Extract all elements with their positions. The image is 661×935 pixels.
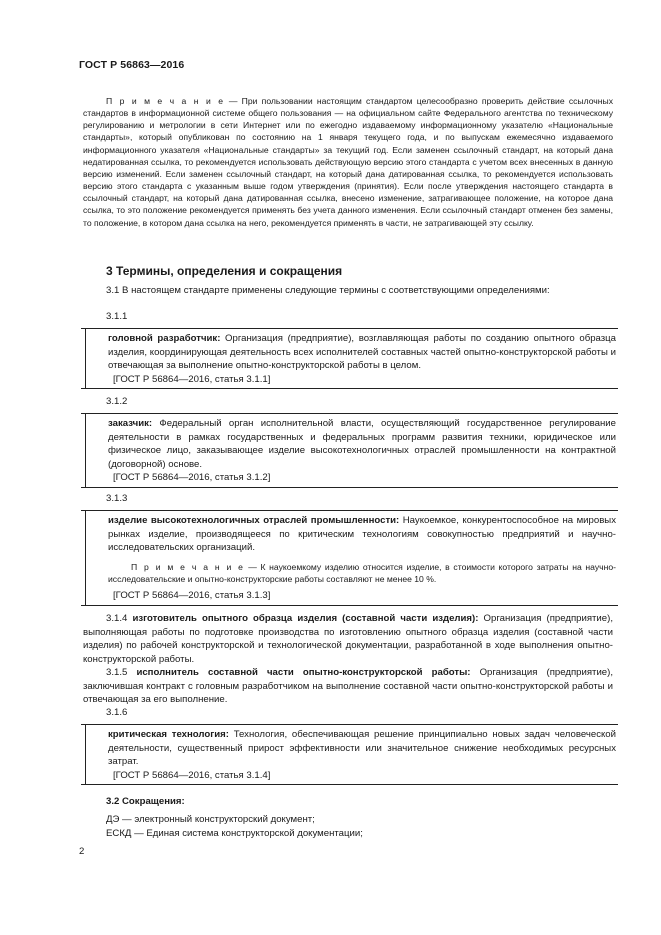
abbreviation-item: ЕСКД — Единая система конструкторской документации;	[106, 828, 363, 839]
term-3-1-4	[83, 612, 613, 666]
term-definition-3-1-3	[86, 514, 616, 555]
term-note-3-1-3	[86, 555, 616, 589]
term-reference-3-1-3: [ГОСТ Р 56864—2016, статья 3.1.3]	[113, 590, 271, 602]
term-def: Технология, обеспечивающая решение принципиально новых задач человеческой деятельности, существенный прирост эффективности или значительное снижение необходимых ресурсных затрат.	[108, 729, 616, 768]
note-text: — При пользовании настоящим стандартом целесообразно проверить действие ссылочных стандартов в информационной системе общего пользования — на официальном сайте Федерального агентства по техническому регулированию и метрологии в сети Интернет или по ежегодно издаваемому информационному указателю «Национальные стандарты», который опубликован по состоянию на 1 января текущего года, и по выпускам ежемесячно издаваемого информационного указателя «Национальные стандарты» за текущий год. Если заменен ссылочный стандарт, на который дана недатированная ссылка, то рекомендуется использовать действующую версию этого стандарта с учетом всех внесенных в данную версию изменений. Если заменен ссылочный стандарт, на который дана датированная ссылка, то рекомендуется использовать версию этого стандарта с указанным выше годом утверждения (принятия). Если после утверждения настоящего стандарта в ссылочный стандарт, на который дана датированная ссылка, внесено изменение, затрагивающее положение, на которое дана ссылка, то это положение рекомендуется применять без учета данного изменения. Если ссылочный стандарт отменен без замены, то положение, в котором дана ссылка на него, рекомендуется применять в части, не затрагивающей эту ссылку.	[83, 96, 614, 228]
term-number: 3.1.4	[106, 613, 128, 624]
term-name: головной разработчик:	[108, 333, 221, 344]
term-def: Организация (предприятие), заключившая контракт с головным разработчиком на выполнение составной части опытно-конструкторской работы и отвечающая за его выполнение.	[83, 667, 613, 706]
note-label: П р и м е ч а н и е	[131, 561, 245, 572]
term-name: исполнитель составной части опытно-конструкторской работы:	[136, 667, 471, 678]
term-name: критическая технология:	[108, 729, 229, 740]
abbreviation-item: ДЭ — электронный конструкторский документ;	[106, 814, 315, 825]
term-number-3-1-3: 3.1.3	[106, 493, 128, 504]
term-number-3-1-2: 3.1.2	[106, 396, 128, 407]
term-number-3-1-6: 3.1.6	[106, 707, 128, 718]
section-3-1-intro: 3.1 В настоящем стандарте применены следующие термины с соответствующими определениями:	[106, 285, 550, 296]
term-box-3-1-2	[81, 413, 618, 488]
term-def: Наукоемкое, конкурентоспособное на мировых рынках изделие, производящееся по критическим технологиям совокупностью предприятий и научно-исследовательских организаций.	[108, 515, 616, 554]
term-name: заказчик:	[108, 418, 153, 429]
term-definition-3-1-1	[86, 332, 616, 373]
section-3-2-title: 3.2 Сокращения:	[106, 796, 185, 807]
term-box-3-1-1	[81, 328, 618, 389]
note-top	[83, 95, 613, 229]
standard-header: ГОСТ Р 56863—2016	[79, 59, 185, 71]
note-text: — К наукоемкому изделию относится изделие, в стоимости которого затраты на научно-исследовательские и опытно-конструкторские работы составляют не менее 10 %.	[108, 561, 616, 584]
term-name: изготовитель опытного образца изделия (составной части изделия):	[132, 613, 479, 624]
term-box-3-1-6	[81, 724, 618, 785]
term-definition-3-1-6	[86, 728, 616, 769]
term-box-3-1-3	[81, 510, 618, 606]
term-definition-3-1-2	[86, 417, 616, 471]
term-def: Организация (предприятие), возглавляющая работы по созданию опытного образца изделия, координирующая деятельность всех исполнителей составных частей опытно-конструкторской работы и отвечающая за выполнение опытно-конструкторской работы в целом.	[108, 333, 616, 372]
term-reference-3-1-2: [ГОСТ Р 56864—2016, статья 3.1.2]	[113, 472, 271, 484]
term-def: Организация (предприятие), выполняющая работы по подготовке производства по изготовлению опытного образца изделия (составной части изделия) по рабочей конструкторской и технологической документации, разработанной в ходе выполнения опытно-конструкторской работы.	[83, 613, 613, 665]
term-number: 3.1.5	[106, 667, 128, 678]
term-def: Федеральный орган исполнительной власти, осуществляющий государственное регулирование деятельности в рамках государственных и федеральных программ развития техники, юридическое или физическое лицо, заказывающее изделие высокотехнологичных отраслей промышленности на контрактной (договорной) основе.	[108, 418, 616, 470]
term-reference-3-1-1: [ГОСТ Р 56864—2016, статья 3.1.1]	[113, 373, 271, 385]
term-number-3-1-1: 3.1.1	[106, 311, 128, 322]
page-number: 2	[79, 846, 85, 857]
note-label: П р и м е ч а н и е	[106, 96, 225, 106]
term-name: изделие высокотехнологичных отраслей промышленности:	[108, 515, 400, 526]
term-reference-3-1-6: [ГОСТ Р 56864—2016, статья 3.1.4]	[113, 769, 271, 781]
term-3-1-5	[83, 666, 613, 707]
section-3-title: 3 Термины, определения и сокращения	[106, 264, 343, 278]
